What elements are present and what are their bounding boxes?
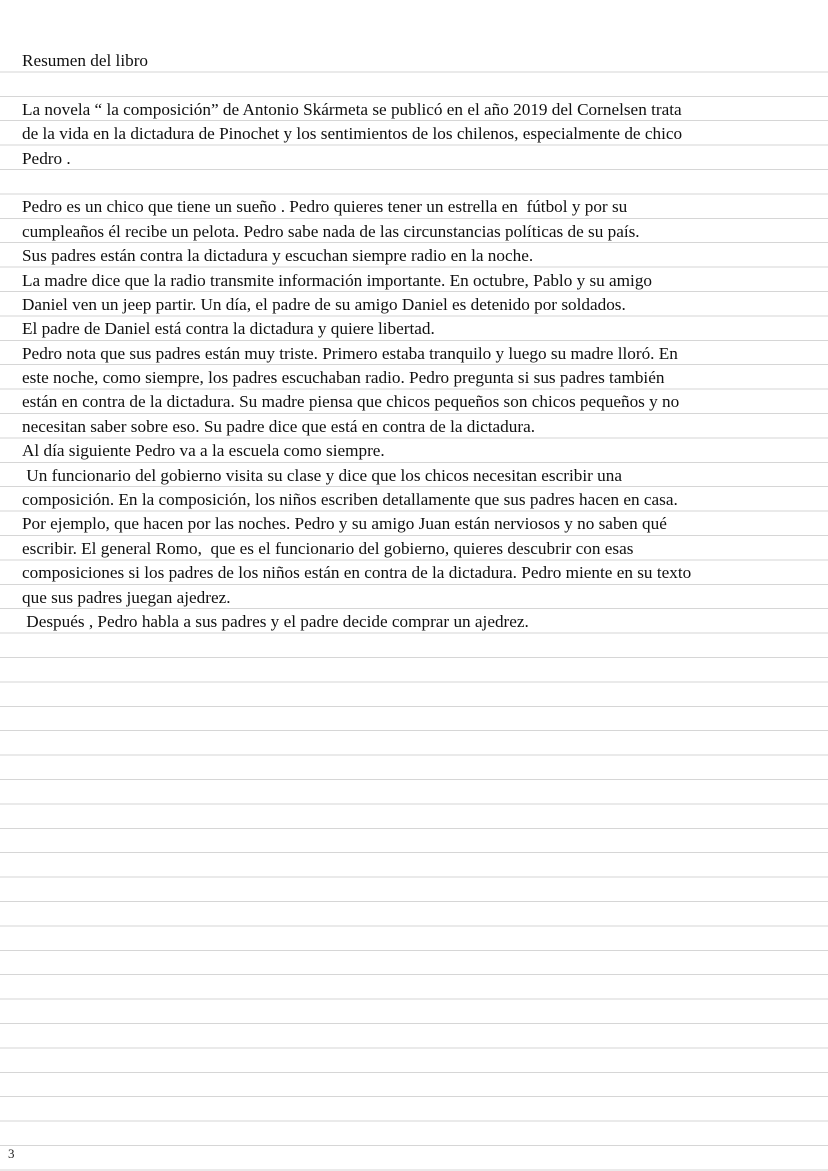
text-line: Pedro nota que sus padres están muy triste. Primero estaba tranquilo y luego su madre lloró. En: [22, 343, 678, 363]
paragraph-intro: [22, 98, 822, 171]
text-line: Por ejemplo, que hacen por las noches. Pedro y su amigo Juan están nerviosos y no saben qué: [22, 514, 667, 534]
text-line: La madre dice que la radio transmite información importante. En octubre, Pablo y su amigo: [22, 270, 653, 290]
text-line: este noche, como siempre, los padres escuchaban radio. Pedro pregunta si sus padres también: [22, 368, 665, 388]
text-line: están en contra de la dictadura. Su madre piensa que chicos pequeños son chicos pequeños y no: [22, 392, 680, 412]
text-line: El padre de Daniel está contra la dictadura y quiere libertad.: [22, 319, 435, 339]
paragraph-plot: [22, 195, 822, 634]
text-line: que sus padres juegan ajedrez.: [22, 587, 231, 607]
text-line: Al día siguiente Pedro va a la escuela como siempre.: [22, 441, 385, 461]
text-line: necesitan saber sobre eso. Su padre dice que está en contra de la dictadura.: [22, 416, 536, 436]
text-line: La novela “ la composición” de Antonio Skármeta se publicó en el año 2019 del Cornelsen trata: [22, 99, 682, 119]
text-line: Daniel ven un jeep partir. Un día, el padre de su amigo Daniel es detenido por soldados.: [22, 294, 626, 314]
document-title: Resumen del libro: [22, 51, 149, 70]
summary-text: [22, 49, 822, 634]
text-line: escribir. El general Romo, que es el funcionario del gobierno, quieres descubrir con esas: [22, 538, 634, 558]
text-line: Pedro .: [22, 148, 71, 168]
text-line: composición. En la composición, los niños escriben detallamente que sus padres hacen en casa.: [22, 490, 678, 510]
text-line: composiciones si los padres de los niños están en contra de la dictadura. Pedro miente en su texto: [22, 563, 692, 583]
text-line: Pedro es un chico que tiene un sueño . Pedro quieres tener un estrella en fútbol y por su: [22, 197, 628, 217]
blank-line: [22, 73, 822, 97]
page-number: 3: [8, 1146, 15, 1161]
text-line: Sus padres están contra la dictadura y escuchan siempre radio en la noche.: [22, 246, 534, 266]
text-line: Después , Pedro habla a sus padres y el padre decide comprar un ajedrez.: [22, 611, 529, 631]
text-line: de la vida en la dictadura de Pinochet y los sentimientos de los chilenos, especialmente de chico: [22, 124, 683, 144]
text-line: Un funcionario del gobierno visita su clase y dice que los chicos necesitan escribir una: [22, 465, 622, 485]
blank-line: [22, 171, 822, 195]
text-line: cumpleaños él recibe un pelota. Pedro sabe nada de las circunstancias políticas de su país.: [22, 221, 640, 241]
